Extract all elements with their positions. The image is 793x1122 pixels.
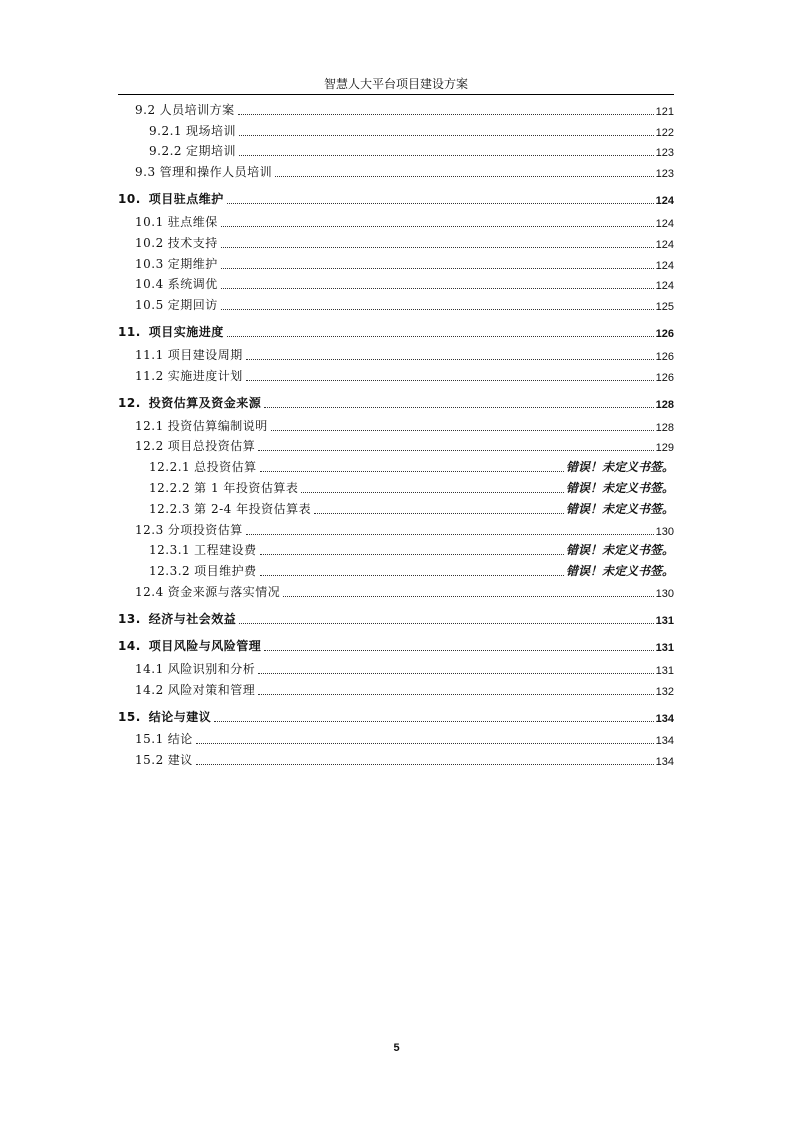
toc-entry[interactable] [118, 727, 674, 748]
dot-leader [238, 114, 654, 115]
toc-entry-number: 14. [118, 638, 141, 653]
dot-leader [221, 288, 654, 289]
dot-leader [221, 247, 654, 248]
toc-page-number: 132 [655, 685, 674, 698]
toc-entry-text: 项目建设周期 [167, 347, 243, 362]
toc-entry-text: 经济与社会效益 [148, 611, 237, 626]
toc-page-number: 130 [655, 525, 674, 538]
toc-entry-text: 项目总投资估算 [167, 439, 256, 454]
toc-entry[interactable] [118, 656, 674, 677]
toc-entry-number: 12.2.1 [149, 460, 191, 475]
toc-entry-text: 人员培训方案 [159, 102, 235, 117]
toc-entry-title [135, 234, 218, 251]
toc-entry[interactable] [118, 454, 674, 475]
toc-entry-text: 风险对策和管理 [167, 682, 256, 697]
dot-leader [258, 450, 653, 451]
toc-entry-text: 管理和操作人员培训 [159, 165, 273, 180]
toc-entry-title [118, 637, 261, 654]
dot-leader [196, 743, 654, 744]
bookmark-error-text: 错误！未定义书签。 [565, 480, 674, 495]
dot-leader [258, 673, 653, 674]
toc-entry-text: 项目驻点维护 [148, 192, 224, 207]
toc-entry-number: 10. [118, 192, 141, 207]
toc-page-number: 131 [655, 614, 674, 627]
toc-entry-number: 9.2.2 [149, 144, 183, 159]
dot-leader [301, 492, 564, 493]
toc-entry-title [135, 681, 255, 698]
toc-page-number: 124 [655, 238, 674, 251]
toc-entry-text: 项目实施进度 [148, 325, 224, 340]
toc-entry[interactable] [118, 579, 674, 600]
toc-entry-text: 系统调优 [167, 277, 218, 292]
toc-entry-number: 12.2 [135, 439, 164, 454]
toc-entry-number: 11.1 [135, 347, 164, 362]
toc-page-number: 123 [655, 147, 674, 160]
bookmark-error-text: 错误！未定义书签。 [565, 564, 674, 579]
toc-entry-text: 驻点维保 [167, 214, 218, 229]
toc-entry-text: 技术支持 [167, 235, 218, 250]
toc-entry-text: 建议 [167, 753, 193, 768]
toc-entry-title [135, 255, 218, 272]
toc-entry-title [149, 479, 298, 496]
dot-leader [221, 309, 654, 310]
toc-entry-number: 13. [118, 611, 141, 626]
dot-leader [264, 650, 653, 651]
toc-entry-title [135, 213, 218, 230]
dot-leader [214, 721, 653, 722]
dot-leader [275, 176, 654, 177]
toc-entry-text: 第 1 年投资估算表 [194, 480, 299, 495]
toc-page-number: 129 [655, 442, 674, 455]
toc-entry-number: 12.3 [135, 522, 164, 537]
toc-entry[interactable] [118, 747, 674, 768]
toc-entry-text: 分项投资估算 [167, 522, 243, 537]
header-rule [118, 94, 674, 95]
toc-entry-text: 结论与建议 [148, 709, 212, 724]
toc-entry[interactable] [118, 538, 674, 559]
toc-entry-number: 11. [118, 325, 141, 340]
toc-entry-number: 15.1 [135, 732, 164, 747]
toc-page-number: 126 [655, 350, 674, 363]
page-number: 5 [393, 1042, 400, 1054]
toc-entry-title [149, 142, 236, 159]
toc-entry-title [149, 458, 257, 475]
toc-entry[interactable] [118, 272, 674, 293]
toc-entry[interactable] [118, 118, 674, 139]
dot-leader [246, 534, 654, 535]
toc-entry-text: 第 2-4 年投资估算表 [194, 501, 312, 516]
toc-entry-number: 15. [118, 709, 141, 724]
toc-entry[interactable] [118, 251, 674, 272]
toc-entry-text: 风险识别和分析 [167, 661, 256, 676]
toc-entry-number: 12.1 [135, 418, 164, 433]
toc-entry-number: 10.1 [135, 214, 164, 229]
toc-entry[interactable] [118, 607, 674, 627]
toc-entry[interactable] [118, 342, 674, 363]
toc-page-number: 125 [655, 301, 674, 314]
toc-entry-text: 项目风险与风险管理 [148, 638, 262, 653]
dot-leader [271, 430, 654, 431]
toc-page-number: 126 [655, 371, 674, 384]
toc-entry-text: 定期回访 [167, 298, 218, 313]
toc-entry-title [118, 610, 236, 627]
toc-entry-text: 投资估算编制说明 [167, 418, 268, 433]
table-of-contents [118, 97, 674, 768]
toc-entry-text: 定期培训 [186, 144, 237, 159]
toc-entry-number: 10.3 [135, 256, 164, 271]
toc-entry[interactable] [118, 320, 674, 340]
bookmark-error-text: 错误！未定义书签。 [565, 543, 674, 558]
toc-entry-title [135, 296, 218, 313]
toc-entry-title [149, 562, 257, 579]
toc-entry-title [149, 500, 311, 517]
toc-entry-text: 总投资估算 [194, 460, 257, 475]
toc-entry-number: 9.3 [135, 165, 156, 180]
toc-entry-number: 12.3.1 [149, 543, 191, 558]
toc-entry-text: 项目维护费 [194, 564, 257, 579]
toc-entry-title [149, 122, 236, 139]
dot-leader [260, 471, 564, 472]
toc-entry-number: 12. [118, 395, 141, 410]
toc-entry-text: 工程建设费 [194, 543, 257, 558]
toc-entry[interactable] [118, 391, 674, 411]
toc-page-number: 134 [655, 735, 674, 748]
dot-leader [239, 623, 653, 624]
toc-entry-title [118, 394, 261, 411]
toc-entry-title [118, 190, 224, 207]
toc-page-number: 122 [655, 126, 674, 139]
toc-entry[interactable] [118, 496, 674, 517]
toc-entry[interactable] [118, 159, 674, 180]
toc-entry[interactable] [118, 187, 674, 207]
dot-leader [260, 554, 564, 555]
dot-leader [221, 268, 654, 269]
toc-page-number: 130 [655, 587, 674, 600]
toc-page-number: 128 [655, 421, 674, 434]
toc-entry-title [135, 101, 235, 118]
toc-entry-title [135, 275, 218, 292]
toc-entry-text: 实施进度计划 [167, 368, 243, 383]
toc-page-number: 121 [655, 105, 674, 118]
dot-leader [264, 407, 653, 408]
toc-entry-text: 投资估算及资金来源 [148, 395, 262, 410]
dot-leader [227, 336, 654, 337]
toc-entry-title [135, 583, 280, 600]
dot-leader [239, 135, 654, 136]
toc-entry-text: 结论 [167, 732, 193, 747]
toc-entry[interactable] [118, 139, 674, 160]
toc-entry-number: 14.1 [135, 661, 164, 676]
dot-leader [246, 359, 654, 360]
toc-entry-title [118, 323, 224, 340]
toc-entry[interactable] [118, 230, 674, 251]
toc-entry-title [135, 751, 193, 768]
toc-entry-text: 现场培训 [186, 123, 237, 138]
toc-entry[interactable] [118, 434, 674, 455]
dot-leader [283, 596, 653, 597]
toc-page-number: 124 [655, 217, 674, 230]
toc-entry-number: 12.4 [135, 584, 164, 599]
toc-entry[interactable] [118, 97, 674, 118]
toc-entry-title [135, 417, 268, 434]
toc-entry-number: 14.2 [135, 682, 164, 697]
toc-page-number: 124 [655, 280, 674, 293]
toc-entry-title [135, 163, 272, 180]
toc-entry-title [135, 730, 193, 747]
toc-entry[interactable] [118, 677, 674, 698]
toc-page-number: 134 [655, 712, 674, 725]
dot-leader [239, 155, 654, 156]
toc-entry-number: 12.3.2 [149, 564, 191, 579]
toc-entry-title [135, 437, 255, 454]
toc-page-number: 123 [655, 168, 674, 181]
toc-page-number: 124 [655, 259, 674, 272]
toc-entry-title [118, 708, 211, 725]
toc-entry-text: 定期维护 [167, 256, 218, 271]
toc-entry[interactable] [118, 475, 674, 496]
toc-entry[interactable] [118, 292, 674, 313]
dot-leader [246, 380, 654, 381]
toc-entry-title [135, 346, 243, 363]
dot-leader [260, 575, 564, 576]
toc-entry-title [149, 541, 257, 558]
toc-entry-number: 10.5 [135, 298, 164, 313]
toc-entry[interactable] [118, 634, 674, 654]
toc-entry-title [135, 521, 243, 538]
toc-entry-title [135, 367, 243, 384]
toc-entry[interactable] [118, 363, 674, 384]
toc-entry-number: 15.2 [135, 753, 164, 768]
toc-entry-title [135, 660, 255, 677]
toc-page-number: 128 [655, 398, 674, 411]
toc-entry-text: 资金来源与落实情况 [167, 584, 281, 599]
dot-leader [221, 226, 654, 227]
toc-entry-number: 11.2 [135, 368, 164, 383]
toc-entry-number: 9.2 [135, 102, 156, 117]
bookmark-error-text: 错误！未定义书签。 [565, 460, 674, 475]
toc-page-number: 131 [655, 641, 674, 654]
toc-entry-number: 9.2.1 [149, 123, 183, 138]
toc-entry-number: 10.4 [135, 277, 164, 292]
toc-entry-number: 12.2.2 [149, 480, 191, 495]
toc-page-number: 124 [655, 195, 674, 208]
toc-entry-number: 10.2 [135, 235, 164, 250]
toc-page-number: 126 [655, 328, 674, 341]
toc-entry[interactable] [118, 705, 674, 725]
dot-leader [196, 764, 654, 765]
dot-leader [314, 513, 564, 514]
toc-entry[interactable] [118, 517, 674, 538]
dot-leader [227, 203, 654, 204]
toc-entry-number: 12.2.3 [149, 501, 191, 516]
bookmark-error-text: 错误！未定义书签。 [565, 501, 674, 516]
dot-leader [258, 694, 653, 695]
toc-page-number: 134 [655, 756, 674, 769]
toc-page-number: 131 [655, 664, 674, 677]
toc-entry[interactable] [118, 558, 674, 579]
toc-entry[interactable] [118, 209, 674, 230]
running-header: 智慧人大平台项目建设方案 [323, 77, 468, 91]
toc-entry[interactable] [118, 413, 674, 434]
